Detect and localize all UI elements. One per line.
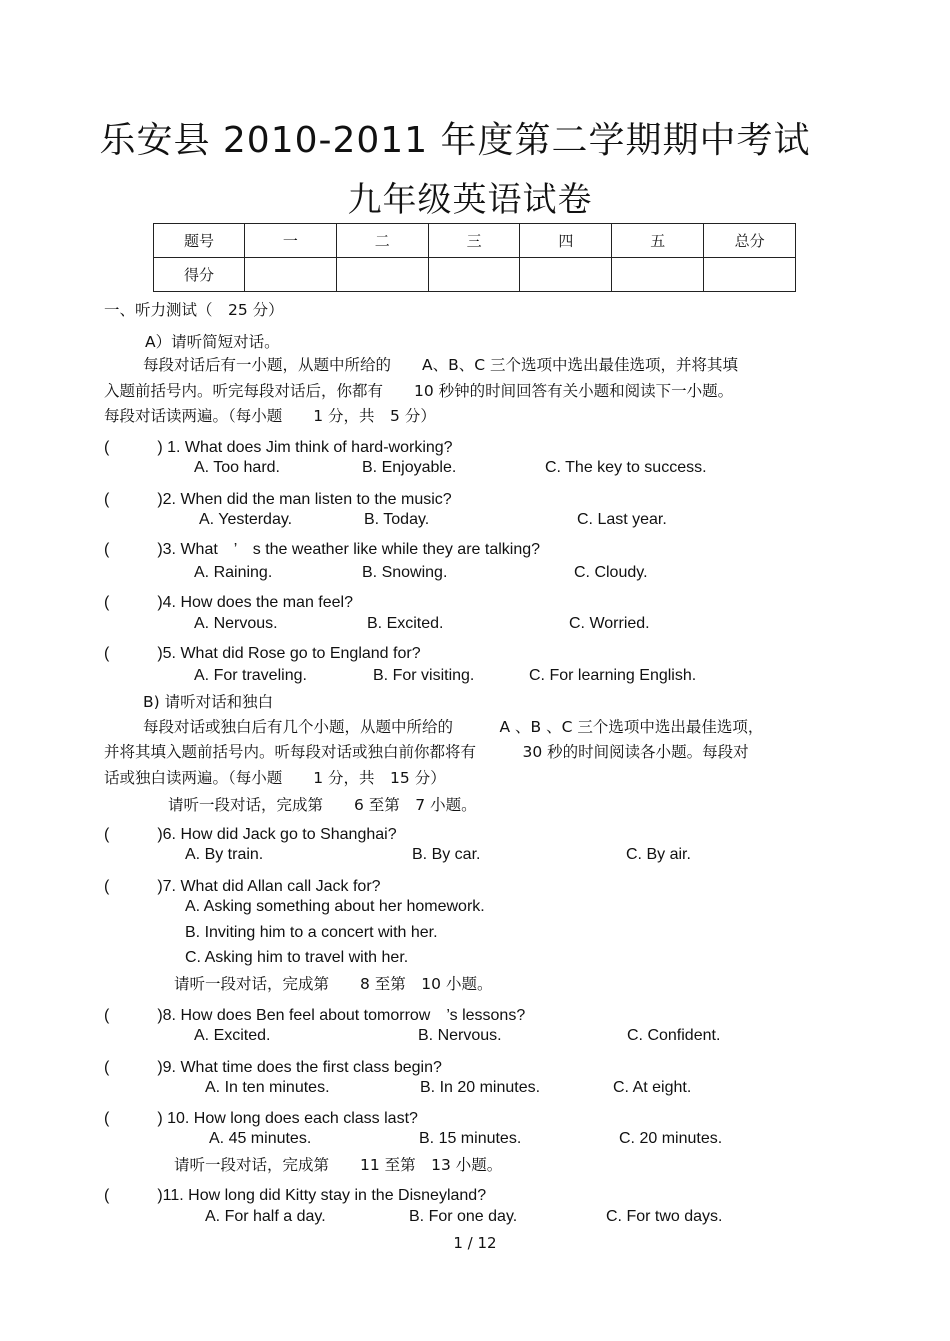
partB-instruction: 话或独白读两遍。（每小题 1 分，共 15 分） — [104, 769, 446, 787]
q4-option-a: A. Nervous. — [194, 615, 278, 632]
score-table-header-row — [154, 224, 796, 258]
exam-title-line1: 乐安县 2010-2011 年度第二学期期中考试 — [99, 120, 811, 161]
score-table — [153, 223, 796, 292]
q4-option-c: C. Worried. — [569, 615, 650, 632]
question-7: ( )7. What did Allan call Jack for? — [104, 878, 381, 895]
q6-option-b: B. By car. — [412, 846, 481, 863]
q10-option-b: B. 15 minutes. — [419, 1130, 522, 1147]
score-table-score-row — [154, 258, 796, 292]
q3-option-c: C. Cloudy. — [574, 564, 648, 581]
q11-option-a: A. For half a day. — [205, 1208, 326, 1225]
q10-option-c: C. 20 minutes. — [619, 1130, 723, 1147]
q3-option-b: B. Snowing. — [362, 564, 448, 581]
q5-option-a: A. For traveling. — [194, 667, 307, 684]
q8-option-c: C. Confident. — [627, 1027, 721, 1044]
partA-title: A）请听简短对话。 — [145, 333, 280, 351]
question-3: ( )3. What ’ s the weather like while they are talking? — [104, 541, 541, 558]
partB-title: B) 请听对话和独白 — [143, 693, 274, 711]
q11-option-b: B. For one day. — [409, 1208, 518, 1225]
group1-intro: 请听一段对话，完成第 6 至第 7 小题。 — [168, 796, 477, 814]
question-6: ( )6. How did Jack go to Shanghai? — [104, 826, 397, 843]
q2-option-a: A. Yesterday. — [199, 511, 293, 528]
score-cell — [520, 258, 612, 292]
q2-option-b: B. Today. — [364, 511, 430, 528]
score-header-cell: 总分 — [704, 224, 796, 258]
q11-option-c: C. For two days. — [606, 1208, 723, 1225]
question-11: ( )11. How long did Kitty stay in the Disneyland? — [104, 1187, 487, 1204]
score-cell — [428, 258, 520, 292]
q8-option-a: A. Excited. — [194, 1027, 271, 1044]
score-cell — [245, 258, 337, 292]
q9-option-a: A. In ten minutes. — [205, 1079, 330, 1096]
question-5: ( )5. What did Rose go to England for? — [104, 645, 421, 662]
partB-instruction: 并将其填入题前括号内。听每段对话或独白前你都将有 30 秒的时间阅读各小题。每段对 — [104, 743, 749, 761]
q9-option-b: B. In 20 minutes. — [420, 1079, 541, 1096]
q6-option-c: C. By air. — [626, 846, 691, 863]
score-cell — [336, 258, 428, 292]
q4-option-b: B. Excited. — [367, 615, 444, 632]
score-header-cell: 三 — [428, 224, 520, 258]
q5-option-b: B. For visiting. — [373, 667, 475, 684]
q5-option-c: C. For learning English. — [529, 667, 697, 684]
question-1: ( ) 1. What does Jim think of hard-working? — [104, 439, 453, 456]
q7-option-b: B. Inviting him to a concert with her. — [185, 924, 438, 941]
q7-option-c: C. Asking him to travel with her. — [185, 949, 409, 966]
score-header-cell: 五 — [612, 224, 704, 258]
group3-intro: 请听一段对话，完成第 11 至第 13 小题。 — [174, 1156, 503, 1174]
q1-option-c: C. The key to success. — [545, 459, 707, 476]
group2-intro: 请听一段对话，完成第 8 至第 10 小题。 — [174, 975, 493, 993]
score-cell — [704, 258, 796, 292]
q6-option-a: A. By train. — [185, 846, 264, 863]
section1-title: 一、听力测试（ 25 分） — [104, 301, 284, 319]
q1-option-b: B. Enjoyable. — [362, 459, 457, 476]
question-8: ( )8. How does Ben feel about tomorrow ’s lessons? — [104, 1007, 526, 1024]
partA-instruction: 每段对话后有一小题，从题中所给的 A、B、C 三个选项中选出最佳选项，并将其填 — [143, 356, 738, 374]
question-4: ( )4. How does the man feel? — [104, 594, 353, 611]
q7-option-a: A. Asking something about her homework. — [185, 898, 485, 915]
q10-option-a: A. 45 minutes. — [209, 1130, 312, 1147]
exam-title-line2: 九年级英语试卷 — [347, 180, 593, 220]
score-row-label: 得分 — [154, 258, 245, 292]
partA-instruction: 每段对话读两遍。（每小题 1 分，共 5 分） — [104, 407, 436, 425]
q2-option-c: C. Last year. — [577, 511, 667, 528]
score-header-cell: 题号 — [154, 224, 245, 258]
partA-instruction: 入题前括号内。听完每段对话后，你都有 10 秒钟的时间回答有关小题和阅读下一小题。 — [104, 382, 734, 400]
score-header-cell: 四 — [520, 224, 612, 258]
score-header-cell: 二 — [336, 224, 428, 258]
page-number: 1 / 12 — [453, 1234, 497, 1252]
score-header-cell: 一 — [245, 224, 337, 258]
question-10: ( ) 10. How long does each class last? — [104, 1110, 418, 1127]
q9-option-c: C. At eight. — [613, 1079, 692, 1096]
q1-option-a: A. Too hard. — [194, 459, 280, 476]
partB-instruction: 每段对话或独白后有几个小题，从题中所给的 A 、B 、C 三个选项中选出最佳选项， — [143, 718, 764, 736]
question-9: ( )9. What time does the first class begin? — [104, 1059, 442, 1076]
score-cell — [612, 258, 704, 292]
question-2: ( )2. When did the man listen to the music? — [104, 491, 452, 508]
q3-option-a: A. Raining. — [194, 564, 273, 581]
q8-option-b: B. Nervous. — [418, 1027, 502, 1044]
